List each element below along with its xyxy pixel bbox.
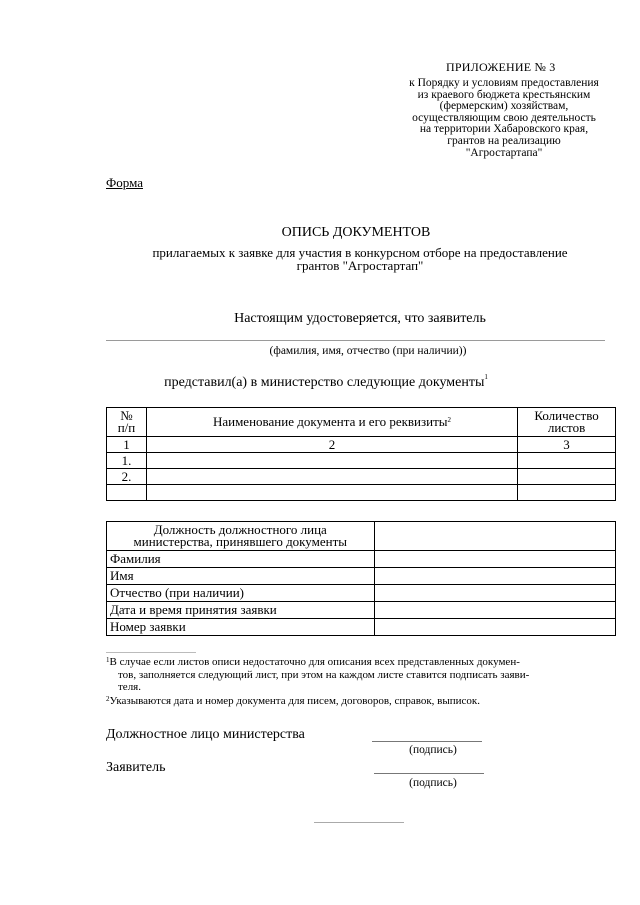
table-row — [107, 602, 616, 619]
footnote-ref: 2 — [447, 416, 452, 424]
fio-caption: (фамилия, имя, отчество (при наличии)) — [269, 345, 467, 357]
table-row — [107, 568, 616, 585]
surname-label: Фамилия — [107, 551, 375, 568]
label-text: Должность должностного лица — [153, 522, 327, 537]
footnote-mark: 1 — [106, 656, 110, 664]
row-number-cell — [107, 485, 147, 501]
annex-line: к Порядку и условиям предоставления — [409, 77, 599, 89]
official-position-value[interactable] — [374, 522, 615, 551]
annex-line: на территории Хабаровского края, — [419, 123, 589, 136]
footnote-1 — [106, 656, 618, 694]
form-label: Форма — [106, 175, 143, 190]
acceptance-datetime-label: Дата и время принятия заявки — [107, 602, 375, 619]
document-name-cell[interactable] — [146, 469, 517, 485]
document-title: ОПИСЬ ДОКУМЕНТОВ — [281, 225, 431, 240]
annex-reference — [384, 78, 624, 159]
table-row — [107, 453, 616, 469]
annex-line: "Агростартапа" — [465, 146, 543, 159]
patronymic-label: Отчество (при наличии) — [107, 585, 375, 602]
submitted-text — [0, 375, 640, 391]
table-row — [107, 522, 616, 551]
acceptance-datetime-value[interactable] — [374, 602, 615, 619]
applicant-name-line[interactable] — [106, 340, 605, 341]
submitted-label: представил(а) в министерство следующие документы — [164, 375, 485, 390]
patronymic-value[interactable] — [374, 585, 615, 602]
annex-title: ПРИЛОЖЕНИЕ № 3 — [446, 60, 556, 74]
first-name-label: Имя — [107, 568, 375, 585]
sheet-count-cell[interactable] — [518, 469, 616, 485]
table-row — [107, 485, 616, 501]
documents-table — [106, 407, 616, 501]
table-cell: 2 — [146, 437, 517, 453]
table-row — [107, 585, 616, 602]
table-row — [107, 619, 616, 636]
col-header-document-name — [146, 408, 517, 437]
header-text: п/п — [117, 420, 136, 435]
document-name-cell[interactable] — [146, 485, 517, 501]
header-text: листов — [547, 420, 586, 435]
footnote-text: В случае если листов описи недостаточно для описания всех представленных докумен- — [109, 656, 520, 668]
column-index-row — [107, 437, 616, 453]
surname-value[interactable] — [374, 551, 615, 568]
first-name-value[interactable] — [374, 568, 615, 585]
header-text: Наименование документа и его реквизиты — [212, 414, 448, 429]
official-signature-caption: (подпись) — [409, 744, 457, 756]
sheet-count-cell[interactable] — [518, 453, 616, 469]
footnote-line: теля. — [118, 681, 141, 693]
closing-line — [314, 822, 404, 823]
application-number-label: Номер заявки — [107, 619, 375, 636]
table-cell: 3 — [518, 437, 616, 453]
annex-line: грантов на реализацию — [447, 134, 561, 147]
official-signature-line[interactable] — [372, 741, 482, 742]
annex-line: из краевого бюджета крестьянским — [417, 88, 591, 101]
table-row — [107, 469, 616, 485]
official-signature-label: Должностное лицо министерства — [106, 727, 305, 742]
subtitle-line: грантов "Агростартап" — [296, 258, 424, 273]
row-number-cell: 2. — [107, 469, 147, 485]
certify-text: Настоящим удостоверяется, что заявитель — [234, 311, 486, 326]
footnote-2 — [106, 695, 618, 708]
document-subtitle — [112, 246, 608, 272]
footnote-line: тов, заполняется следующий лист, при этом на каждом листе ставится подписать заяви- — [118, 668, 530, 681]
application-number-value[interactable] — [374, 619, 615, 636]
footnote-ref: 1 — [484, 373, 488, 381]
applicant-signature-caption: (подпись) — [409, 777, 457, 789]
header-text: № — [120, 408, 133, 423]
document-name-cell[interactable] — [146, 453, 517, 469]
footnote-mark: 2 — [106, 695, 110, 703]
row-number-cell: 1. — [107, 453, 147, 469]
sheet-count-cell[interactable] — [518, 485, 616, 501]
footnote-text: Указываются дата и номер документа для писем, договоров, справок, выписок. — [109, 695, 480, 707]
table-row — [107, 551, 616, 568]
table-cell: 1 — [107, 437, 147, 453]
annex-line: (фермерским) хозяйствам, — [439, 100, 569, 113]
table-header-row — [107, 408, 616, 437]
col-header-sheet-count — [518, 408, 616, 437]
official-position-label — [107, 522, 375, 551]
col-header-number — [107, 408, 147, 437]
subtitle-line: прилагаемых к заявке для участия в конкурсном отборе на предоставление — [152, 245, 568, 260]
applicant-signature-label: Заявитель — [106, 760, 166, 775]
footnote-divider — [106, 652, 196, 653]
footnote-line — [106, 656, 618, 669]
applicant-signature-line[interactable] — [374, 773, 484, 774]
header-text: Количество — [534, 408, 599, 423]
acceptance-table — [106, 521, 616, 636]
label-text: министерства, принявшего документы — [133, 534, 348, 549]
annex-line: осуществляющим свою деятельность — [412, 111, 596, 124]
